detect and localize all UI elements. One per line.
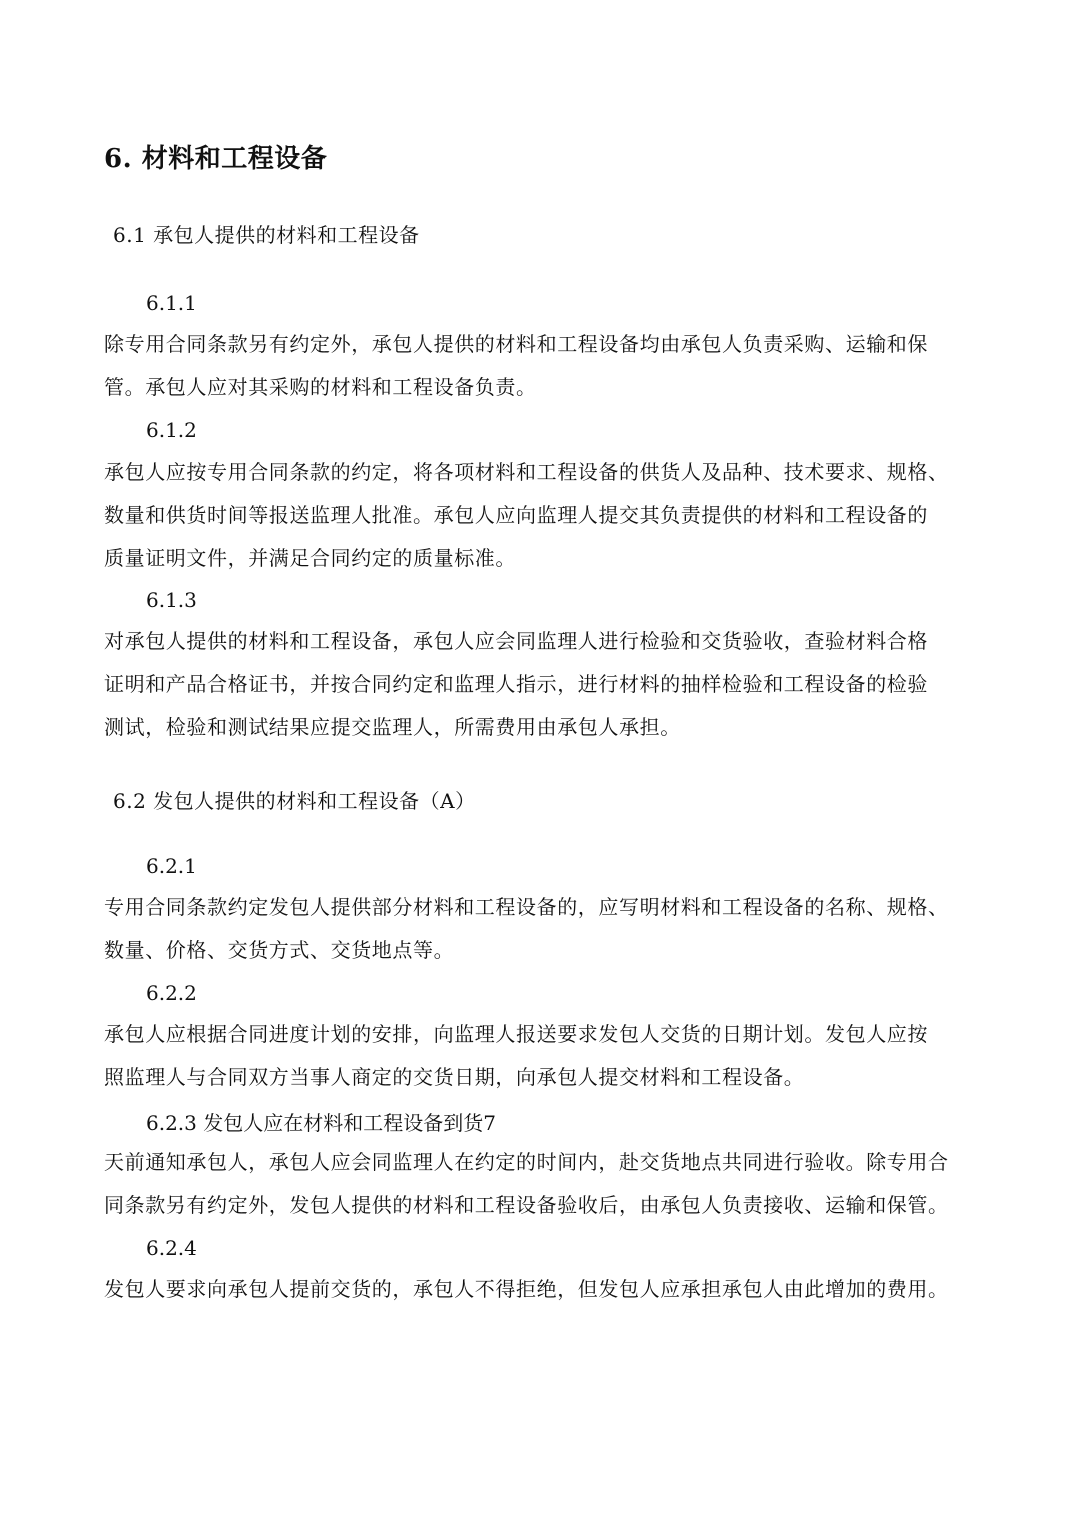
clause-text-6-2-2 — [104, 1013, 984, 1099]
clause-number-6-1-3: 6.1.3 — [146, 588, 197, 612]
text-line: 承包人应按专用合同条款的约定，将各项材料和工程设备的供货人及品种、技术要求、规格、 — [104, 460, 949, 484]
text-line: 测试，检验和测试结果应提交监理人，所需费用由承包人承担。 — [104, 715, 681, 739]
text-line: 管。承包人应对其采购的材料和工程设备负责。 — [104, 375, 537, 399]
text-line: 证明和产品合格证书，并按合同约定和监理人指示，进行材料的抽样检验和工程设备的检验 — [104, 672, 928, 696]
text-line: 对承包人提供的材料和工程设备，承包人应会同监理人进行检验和交货验收，查验材料合格 — [104, 629, 928, 653]
clause-number-6-1-2: 6.1.2 — [146, 418, 197, 442]
text-line: 承包人应根据合同进度计划的安排，向监理人报送要求发包人交货的日期计划。发包人应按 — [104, 1022, 928, 1046]
clause-text-6-2-1 — [104, 886, 984, 972]
clause-number-6-2-4: 6.2.4 — [146, 1236, 197, 1260]
text-line: 数量和供货时间等报送监理人批准。承包人应向监理人提交其负责提供的材料和工程设备的 — [104, 503, 928, 527]
text-line: 同条款另有约定外，发包人提供的材料和工程设备验收后，由承包人负责接收、运输和保管。 — [104, 1193, 949, 1217]
clause-text-6-2-4 — [104, 1268, 984, 1311]
clause-text-6-1-3 — [104, 620, 984, 749]
text-line: 除专用合同条款另有约定外，承包人提供的材料和工程设备均由承包人负责采购、运输和保 — [104, 332, 928, 356]
text-line: 数量、价格、交货方式、交货地点等。 — [104, 938, 455, 962]
clause-text-6-2-3 — [104, 1141, 984, 1227]
subsection-title-6-1: 6.1 承包人提供的材料和工程设备 — [113, 223, 420, 247]
subsection-title-6-2: 6.2 发包人提供的材料和工程设备（A） — [113, 789, 476, 813]
text-line: 发包人要求向承包人提前交货的，承包人不得拒绝，但发包人应承担承包人由此增加的费用。 — [104, 1277, 949, 1301]
clause-number-6-2-2: 6.2.2 — [146, 981, 197, 1005]
text-line: 照监理人与合同双方当事人商定的交货日期，向承包人提交材料和工程设备。 — [104, 1065, 805, 1089]
clause-number-6-2-3: 6.2.3 发包人应在材料和工程设备到货7 — [146, 1111, 496, 1135]
clause-text-6-1-1 — [104, 323, 984, 409]
clause-text-6-1-2 — [104, 451, 984, 580]
clause-number-6-1-1: 6.1.1 — [146, 291, 197, 315]
text-line: 质量证明文件，并满足合同约定的质量标准。 — [104, 546, 516, 570]
text-line: 天前通知承包人，承包人应会同监理人在约定的时间内，赴交货地点共同进行验收。除专用合 — [104, 1150, 949, 1174]
section-title: 6. 材料和工程设备 — [104, 144, 328, 174]
text-line: 专用合同条款约定发包人提供部分材料和工程设备的，应写明材料和工程设备的名称、规格、 — [104, 895, 949, 919]
clause-number-6-2-1: 6.2.1 — [146, 854, 197, 878]
